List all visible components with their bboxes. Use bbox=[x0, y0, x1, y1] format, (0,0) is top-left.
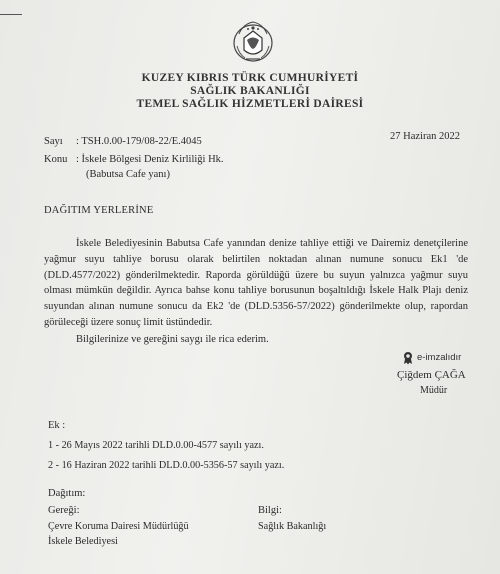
attachments-label: Ek : bbox=[48, 420, 66, 431]
konu-value: : İskele Bölgesi Deniz Kirliliği Hk. bbox=[76, 154, 224, 165]
distribution-item: İskele Belediyesi bbox=[48, 536, 118, 547]
signatory-title: Müdür bbox=[420, 385, 448, 396]
distribution-item: Çevre Koruma Dairesi Müdürlüğü bbox=[48, 521, 189, 532]
gereg-label: Gereği: bbox=[48, 505, 80, 516]
corner-mark bbox=[0, 14, 22, 15]
recipient-heading: DAĞITIM YERLERİNE bbox=[44, 205, 154, 216]
e-signature-seal-icon bbox=[402, 351, 414, 365]
ministry-header-line3: TEMEL SAĞLIK HİZMETLERİ DAİRESİ bbox=[136, 98, 364, 110]
konu-value-line2: (Babutsa Cafe yanı) bbox=[86, 169, 170, 180]
bilgi-label: Bilgi: bbox=[258, 505, 282, 516]
letter-body bbox=[44, 236, 468, 348]
body-paragraph-2: Bilgilerinize ve gereğini saygı ile rica ederim. bbox=[76, 333, 269, 345]
sayi-label: Sayı bbox=[44, 136, 63, 147]
body-paragraph-1: İskele Belediyesinin Babutsa Cafe yanından denize tahliye ettiği ve Dairemiz denetçilerine yağmur suyu tahliye borusu olarak belirtilen noktadan alınan numune sonucu Ek1 'de (DLD.4577/2022) gönderilmektedir. Raporda görüldüğü üzere bu suyun yalnızca yağmur suyu olması mümkün değildir. Ayrıca bahse konu tahliye borusunun boşaltıldığı İskele Halk Plajı deniz suyundan alınan numune sonucu da Ek2 'de (DLD.5356-57/2022) gönderilmekte olup, rapordan görüleceği üzere sonuç limit üstündedir. bbox=[44, 238, 468, 328]
document-date: 27 Haziran 2022 bbox=[390, 131, 460, 142]
signatory-name: Çiğdem ÇAĞA bbox=[397, 369, 466, 381]
attachment-item: 2 - 16 Haziran 2022 tarihli DLD.0.00-5356-57 sayılı yazı. bbox=[48, 460, 285, 471]
ministry-header-line1: KUZEY KIBRIS TÜRK CUMHURİYETİ bbox=[141, 72, 359, 84]
distribution-item: Sağlık Bakanlığı bbox=[258, 521, 327, 532]
coat-of-arms-icon bbox=[229, 18, 277, 64]
distribution-label: Dağıtım: bbox=[48, 488, 86, 499]
ministry-header-line2: SAĞLIK BAKANLIĞI bbox=[190, 85, 310, 97]
sayi-value: : TSH.0.00-179/08-22/E.4045 bbox=[76, 136, 202, 147]
e-signature-note: e-imzalıdır bbox=[417, 352, 462, 363]
konu-label: Konu bbox=[44, 154, 68, 165]
attachment-item: 1 - 26 Mayıs 2022 tarihli DLD.0.00-4577 sayılı yazı. bbox=[48, 440, 264, 451]
